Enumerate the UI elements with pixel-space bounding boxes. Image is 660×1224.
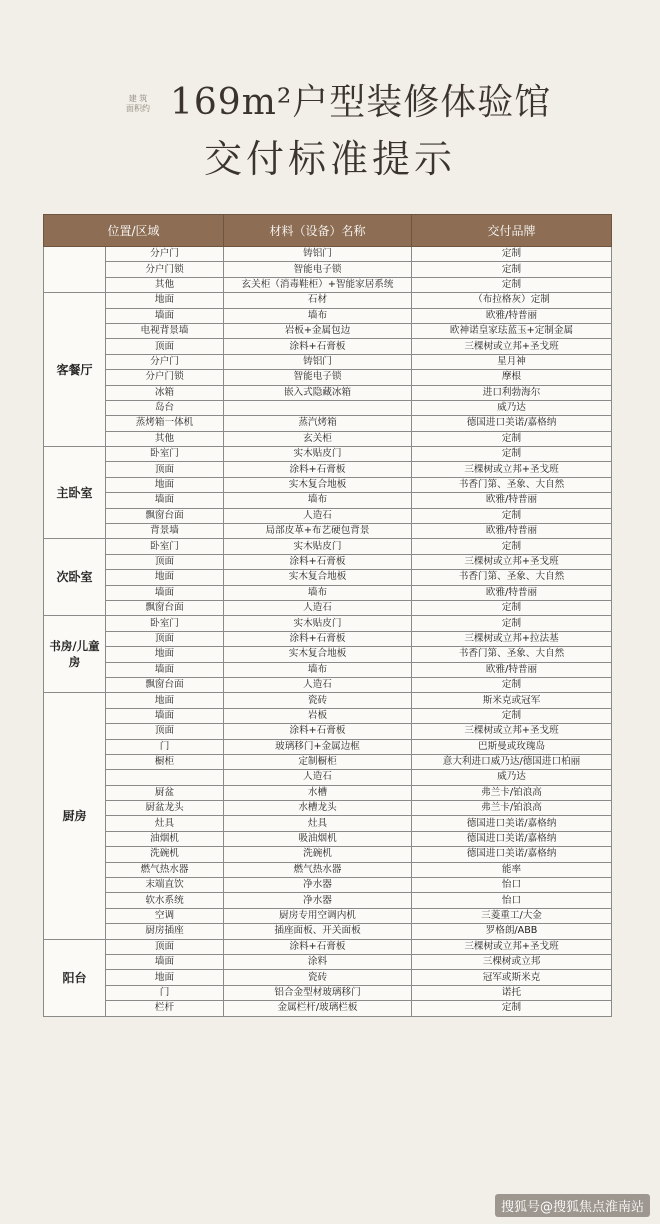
material-cell: 智能电子锁 — [224, 370, 412, 385]
material-cell: 水槽龙头 — [224, 801, 412, 816]
brand-cell: 书香门第、圣象、大自然 — [412, 647, 612, 662]
sub-location-cell: 门 — [106, 739, 224, 754]
brand-cell: 星月神 — [412, 354, 612, 369]
material-cell: 铸铝门 — [224, 354, 412, 369]
sub-location-cell: 厨盆 — [106, 785, 224, 800]
brand-cell: 三棵树或立邦+圣戈班 — [412, 339, 612, 354]
sub-location-cell: 地面 — [106, 570, 224, 585]
sub-location-cell: 顶面 — [106, 939, 224, 954]
table-row — [44, 1001, 612, 1016]
brand-cell: 定制 — [412, 539, 612, 554]
table-row — [44, 354, 612, 369]
material-cell: 净水器 — [224, 878, 412, 893]
sub-location-cell: 顶面 — [106, 554, 224, 569]
table-row — [44, 416, 612, 431]
brand-cell: 欧雅/特普丽 — [412, 585, 612, 600]
table-row — [44, 970, 612, 985]
material-cell: 插座面板、开关面板 — [224, 924, 412, 939]
sub-location-cell: 冰箱 — [106, 385, 224, 400]
sub-location-cell: 地面 — [106, 970, 224, 985]
material-cell: 实木贴皮门 — [224, 539, 412, 554]
delivery-standard-table — [43, 214, 612, 1017]
table-row — [44, 816, 612, 831]
sub-location-cell: 背景墙 — [106, 524, 224, 539]
brand-cell: 书香门第、圣象、大自然 — [412, 570, 612, 585]
material-cell: 实木复合地板 — [224, 647, 412, 662]
table-header-row — [44, 215, 612, 247]
sub-location-cell: 飘窗台面 — [106, 600, 224, 615]
table-row — [44, 247, 612, 262]
sub-location-cell: 门 — [106, 985, 224, 1000]
brand-cell: 欧雅/特普丽 — [412, 524, 612, 539]
table-row — [44, 370, 612, 385]
sub-location-cell: 厨房插座 — [106, 924, 224, 939]
brand-cell: 欧神诺皇家珐蓝玉+定制金属 — [412, 323, 612, 338]
sub-location-cell: 电视背景墙 — [106, 323, 224, 338]
sub-location-cell: 墙面 — [106, 662, 224, 677]
table-row — [44, 677, 612, 692]
header-brand: 交付品牌 — [412, 215, 612, 247]
material-cell: 人造石 — [224, 600, 412, 615]
table-body — [44, 247, 612, 1017]
brand-cell: 欧雅/特普丽 — [412, 662, 612, 677]
table-row — [44, 631, 612, 646]
material-cell: 局部皮革+布艺硬包背景 — [224, 524, 412, 539]
brand-cell: 摩根 — [412, 370, 612, 385]
table-row — [44, 647, 612, 662]
brand-cell: 三棵树或立邦+圣戈班 — [412, 554, 612, 569]
sub-location-cell: 墙面 — [106, 493, 224, 508]
sub-location-cell: 飘窗台面 — [106, 677, 224, 692]
sub-location-cell: 顶面 — [106, 724, 224, 739]
page-subtitle: 交付标准提示 — [203, 137, 456, 181]
sub-location-cell: 地面 — [106, 477, 224, 492]
table-row — [44, 831, 612, 846]
sub-location-cell: 卧室门 — [106, 539, 224, 554]
material-cell: 金属栏杆/玻璃栏板 — [224, 1001, 412, 1016]
material-cell: 岩板+金属包边 — [224, 323, 412, 338]
brand-cell: 定制 — [412, 277, 612, 292]
table-row — [44, 508, 612, 523]
sub-location-cell: 蒸烤箱一体机 — [106, 416, 224, 431]
table-row — [44, 739, 612, 754]
table-row — [44, 539, 612, 554]
table-row — [44, 954, 612, 969]
brand-cell: 怡口 — [412, 878, 612, 893]
table-row — [44, 785, 612, 800]
table-row — [44, 277, 612, 292]
table-row — [44, 308, 612, 323]
material-cell: 涂料+石膏板 — [224, 939, 412, 954]
sub-location-cell: 洗碗机 — [106, 847, 224, 862]
sub-location-cell: 墙面 — [106, 585, 224, 600]
brand-cell: 罗格朗/ABB — [412, 924, 612, 939]
table-row — [44, 862, 612, 877]
area-cell: 主卧室 — [44, 447, 106, 539]
material-cell: 实木贴皮门 — [224, 447, 412, 462]
material-cell: 涂料 — [224, 954, 412, 969]
table-row — [44, 493, 612, 508]
brand-cell: 定制 — [412, 508, 612, 523]
brand-cell: 能率 — [412, 862, 612, 877]
sub-location-cell: 栏杆 — [106, 1001, 224, 1016]
sub-location-cell: 分户门锁 — [106, 370, 224, 385]
table-row — [44, 339, 612, 354]
sub-location-cell: 飘窗台面 — [106, 508, 224, 523]
sub-location-cell: 软水系统 — [106, 893, 224, 908]
material-cell: 瓷砖 — [224, 970, 412, 985]
table-row — [44, 708, 612, 723]
sub-location-cell: 燃气热水器 — [106, 862, 224, 877]
material-cell: 铸铝门 — [224, 247, 412, 262]
sub-location-cell: 卧室门 — [106, 447, 224, 462]
table-row — [44, 262, 612, 277]
table-row — [44, 985, 612, 1000]
area-cell: 客餐厅 — [44, 293, 106, 447]
brand-cell: 欧雅/特普丽 — [412, 493, 612, 508]
brand-cell: 德国进口美诺/嘉格纳 — [412, 416, 612, 431]
table-row — [44, 524, 612, 539]
page-header — [0, 0, 660, 215]
area-cell — [44, 247, 106, 293]
material-cell: 玻璃移门+金属边框 — [224, 739, 412, 754]
material-cell: 瓷砖 — [224, 693, 412, 708]
material-cell: 墙布 — [224, 662, 412, 677]
material-cell: 墙布 — [224, 493, 412, 508]
brand-cell: 书香门第、圣象、大自然 — [412, 477, 612, 492]
material-cell: 墙布 — [224, 308, 412, 323]
table-row — [44, 431, 612, 446]
sub-location-cell: 分户门锁 — [106, 262, 224, 277]
material-cell: 实木复合地板 — [224, 477, 412, 492]
brand-cell: 定制 — [412, 262, 612, 277]
sub-location-cell: 其他 — [106, 277, 224, 292]
brand-cell: （布拉格灰）定制 — [412, 293, 612, 308]
material-cell: 玄关柜（消毒鞋柜）+智能家居系统 — [224, 277, 412, 292]
area-cell: 书房/儿童房 — [44, 616, 106, 693]
material-cell — [224, 400, 412, 415]
brand-cell: 冠军或斯米克 — [412, 970, 612, 985]
material-cell: 蒸汽烤箱 — [224, 416, 412, 431]
sub-location-cell: 墙面 — [106, 308, 224, 323]
page-title: 169m²户型装修体验馆 — [170, 82, 552, 123]
area-cell: 厨房 — [44, 693, 106, 939]
area-cell: 次卧室 — [44, 539, 106, 616]
material-cell: 玄关柜 — [224, 431, 412, 446]
area-cell: 阳台 — [44, 939, 106, 1016]
table-row — [44, 293, 612, 308]
sub-location-cell: 油烟机 — [106, 831, 224, 846]
sub-location-cell: 其他 — [106, 431, 224, 446]
sub-location-cell: 墙面 — [106, 708, 224, 723]
table-row — [44, 847, 612, 862]
brand-cell: 欧雅/特普丽 — [412, 308, 612, 323]
material-cell: 铝合金型材玻璃移门 — [224, 985, 412, 1000]
sub-location-cell: 厨盆龙头 — [106, 801, 224, 816]
table-row — [44, 462, 612, 477]
sub-location-cell: 地面 — [106, 693, 224, 708]
material-cell: 嵌入式隐藏冰箱 — [224, 385, 412, 400]
material-cell: 实木复合地板 — [224, 570, 412, 585]
material-cell: 人造石 — [224, 508, 412, 523]
sub-location-cell: 岛台 — [106, 400, 224, 415]
brand-cell: 巴斯曼或玫瑰岛 — [412, 739, 612, 754]
area-subtitle: 建 筑 面积约 — [126, 94, 150, 113]
header-location: 位置/区域 — [44, 215, 224, 247]
brand-cell: 定制 — [412, 247, 612, 262]
material-cell: 涂料+石膏板 — [224, 462, 412, 477]
brand-cell: 三棵树或立邦+拉法基 — [412, 631, 612, 646]
brand-cell: 弗兰卡/铂浪高 — [412, 785, 612, 800]
brand-cell: 德国进口美诺/嘉格纳 — [412, 831, 612, 846]
table-row — [44, 878, 612, 893]
material-cell: 实木贴皮门 — [224, 616, 412, 631]
table-row — [44, 939, 612, 954]
sub-location-cell: 空调 — [106, 908, 224, 923]
table-row — [44, 724, 612, 739]
brand-cell: 意大利进口威乃达/德国进口柏丽 — [412, 754, 612, 769]
material-cell: 净水器 — [224, 893, 412, 908]
table-row — [44, 385, 612, 400]
table-row — [44, 908, 612, 923]
brand-cell: 怡口 — [412, 893, 612, 908]
brand-cell: 进口利勃海尔 — [412, 385, 612, 400]
brand-cell: 威乃达 — [412, 400, 612, 415]
table-row — [44, 754, 612, 769]
material-cell: 智能电子锁 — [224, 262, 412, 277]
table-row — [44, 554, 612, 569]
sub-location-cell: 地面 — [106, 647, 224, 662]
sub-location-cell: 橱柜 — [106, 754, 224, 769]
table-row — [44, 770, 612, 785]
material-cell: 燃气热水器 — [224, 862, 412, 877]
brand-cell: 德国进口美诺/嘉格纳 — [412, 816, 612, 831]
sub-location-cell: 分户门 — [106, 247, 224, 262]
material-cell: 厨房专用空调内机 — [224, 908, 412, 923]
brand-cell: 三棵树或立邦 — [412, 954, 612, 969]
brand-cell: 三棵树或立邦+圣戈班 — [412, 724, 612, 739]
sub-location-cell: 卧室门 — [106, 616, 224, 631]
brand-cell: 定制 — [412, 1001, 612, 1016]
material-cell: 水槽 — [224, 785, 412, 800]
table-row — [44, 585, 612, 600]
material-cell: 涂料+石膏板 — [224, 724, 412, 739]
table-row — [44, 570, 612, 585]
brand-cell: 定制 — [412, 616, 612, 631]
brand-cell: 定制 — [412, 431, 612, 446]
sub-location-cell: 顶面 — [106, 631, 224, 646]
watermark: 搜狐号@搜狐焦点淮南站 — [495, 1194, 650, 1217]
table-row — [44, 323, 612, 338]
material-cell: 石材 — [224, 293, 412, 308]
material-cell: 涂料+石膏板 — [224, 554, 412, 569]
sub-location-cell: 墙面 — [106, 954, 224, 969]
table-row — [44, 924, 612, 939]
sub-location-cell: 分户门 — [106, 354, 224, 369]
material-cell: 墙布 — [224, 585, 412, 600]
brand-cell: 三棵树或立邦+圣戈班 — [412, 462, 612, 477]
sub-location-cell: 末端直饮 — [106, 878, 224, 893]
brand-cell: 三菱重工/大金 — [412, 908, 612, 923]
material-cell: 人造石 — [224, 770, 412, 785]
sub-location-cell: 灶具 — [106, 816, 224, 831]
sub-location-cell: 地面 — [106, 293, 224, 308]
material-cell: 涂料+石膏板 — [224, 631, 412, 646]
table-row — [44, 616, 612, 631]
brand-cell: 定制 — [412, 600, 612, 615]
brand-cell: 斯米克或冠军 — [412, 693, 612, 708]
table-row — [44, 447, 612, 462]
brand-cell: 德国进口美诺/嘉格纳 — [412, 847, 612, 862]
material-cell: 吸油烟机 — [224, 831, 412, 846]
brand-cell: 定制 — [412, 708, 612, 723]
table-row — [44, 477, 612, 492]
table-row — [44, 693, 612, 708]
material-cell: 人造石 — [224, 677, 412, 692]
table-row — [44, 801, 612, 816]
table-row — [44, 600, 612, 615]
header-material: 材料（设备）名称 — [224, 215, 412, 247]
brand-cell: 定制 — [412, 677, 612, 692]
brand-cell: 威乃达 — [412, 770, 612, 785]
brand-cell: 弗兰卡/铂浪高 — [412, 801, 612, 816]
material-cell: 岩板 — [224, 708, 412, 723]
material-cell: 洗碗机 — [224, 847, 412, 862]
material-cell: 涂料+石膏板 — [224, 339, 412, 354]
material-cell: 灶具 — [224, 816, 412, 831]
table-row — [44, 893, 612, 908]
sub-location-cell — [106, 770, 224, 785]
material-cell: 定制橱柜 — [224, 754, 412, 769]
table-row — [44, 400, 612, 415]
brand-cell: 诺托 — [412, 985, 612, 1000]
sub-location-cell: 顶面 — [106, 339, 224, 354]
table-row — [44, 662, 612, 677]
brand-cell: 三棵树或立邦+圣戈班 — [412, 939, 612, 954]
brand-cell: 定制 — [412, 447, 612, 462]
sub-location-cell: 顶面 — [106, 462, 224, 477]
